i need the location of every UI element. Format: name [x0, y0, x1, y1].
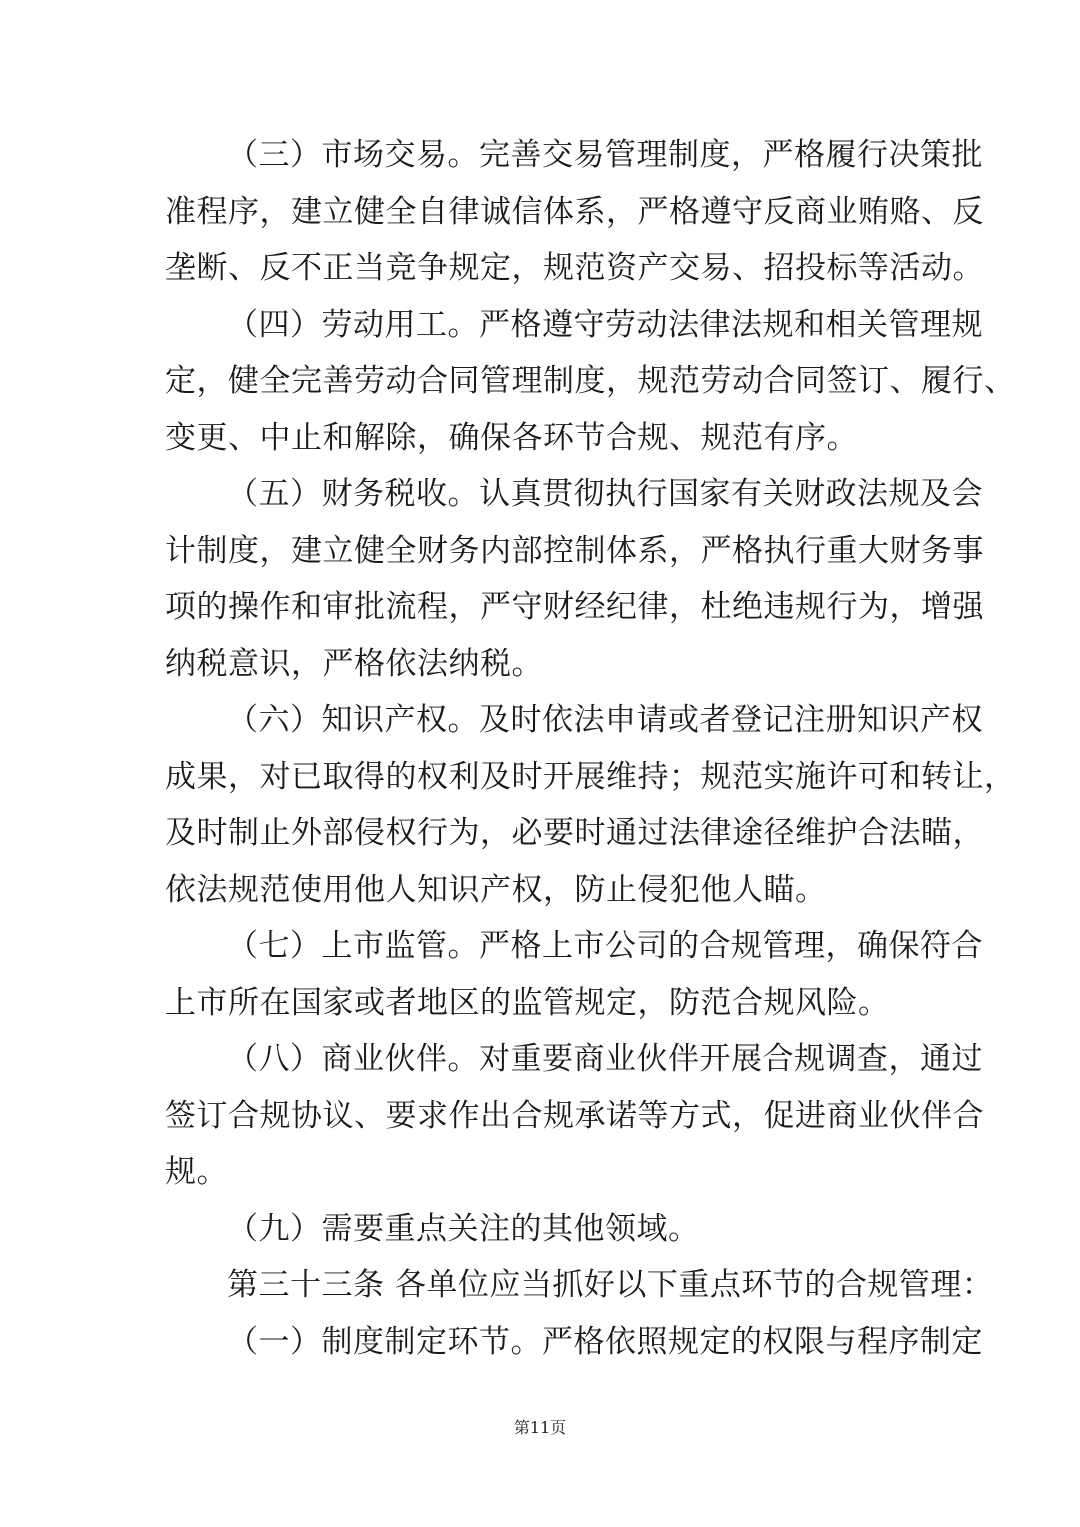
paragraph-market-trading: [165, 127, 984, 297]
paragraph-line: 成果，对已取得的权利及时开展维持；规范实施许可和转让，: [165, 758, 1016, 795]
document-body: [165, 127, 1016, 1370]
paragraph-line: （六）知识产权。及时依法申请或者登记注册知识产权: [227, 702, 983, 738]
paragraph-line: 准程序，建立健全自律诚信体系，严格遵守反商业贿赂、反: [165, 193, 984, 230]
paragraph-line: （三）市场交易。完善交易管理制度，严格履行决策批: [227, 137, 983, 173]
paragraph-line: 规。: [165, 1154, 228, 1190]
paragraph-intellectual-property: [165, 692, 1016, 918]
paragraph-labor-employment: [165, 297, 1016, 467]
paragraph-line: 垄断、反不正当竞争规定，规范资产交易、招投标等活动。: [165, 250, 984, 286]
paragraph-line: （四）劳动用工。严格遵守劳动法律法规和相关管理规: [227, 306, 983, 343]
paragraph-business-partners: [165, 1031, 984, 1201]
paragraph-finance-tax: [165, 466, 984, 692]
paragraph-line: 上市所在国家或者地区的监管规定，防范合规风险。: [165, 984, 890, 1021]
paragraph-line: 项的操作和审批流程，严守财经纪律，杜绝违规行为，增强: [165, 589, 984, 625]
paragraph-line: 依法规范使用他人知识产权，防止侵犯他人瞄。: [165, 871, 827, 908]
paragraph-system-formulation: [165, 1314, 983, 1371]
paragraph-line: （五）财务税收。认真贯彻执行国家有关财政法规及会: [227, 476, 983, 512]
paragraph-listing-supervision: [165, 918, 983, 1031]
paragraph-line: 第三十三条 各单位应当抓好以下重点环节的合规管理：: [227, 1267, 994, 1303]
paragraph-line: 计制度，建立健全财务内部控制体系，严格执行重大财务事: [165, 532, 984, 569]
paragraph-line: （七）上市监管。严格上市公司的合规管理，确保符合: [227, 928, 983, 964]
paragraph-line: 变更、中止和解除，确保各环节合规、规范有序。: [165, 419, 858, 456]
paragraph-other-areas: [165, 1201, 917, 1258]
paragraph-line: （九）需要重点关注的其他领域。: [227, 1210, 700, 1247]
article-33-heading: [165, 1257, 994, 1314]
paragraph-line: （一）制度制定环节。严格依照规定的权限与程序制定: [227, 1323, 983, 1360]
paragraph-line: 定，健全完善劳动合同管理制度，规范劳动合同签订、履行、: [165, 363, 1016, 399]
paragraph-line: 签订合规协议、要求作出合规承诺等方式，促进商业伙伴合: [165, 1097, 984, 1134]
paragraph-line: 纳税意识，严格依法纳税。: [165, 645, 543, 682]
paragraph-line: 及时制止外部侵权行为，必要时通过法律途径维护合法瞄，: [165, 815, 984, 851]
page-number: 第11页: [513, 1418, 567, 1437]
paragraph-line: （八）商业伙伴。对重要商业伙伴开展合规调查，通过: [227, 1041, 983, 1077]
